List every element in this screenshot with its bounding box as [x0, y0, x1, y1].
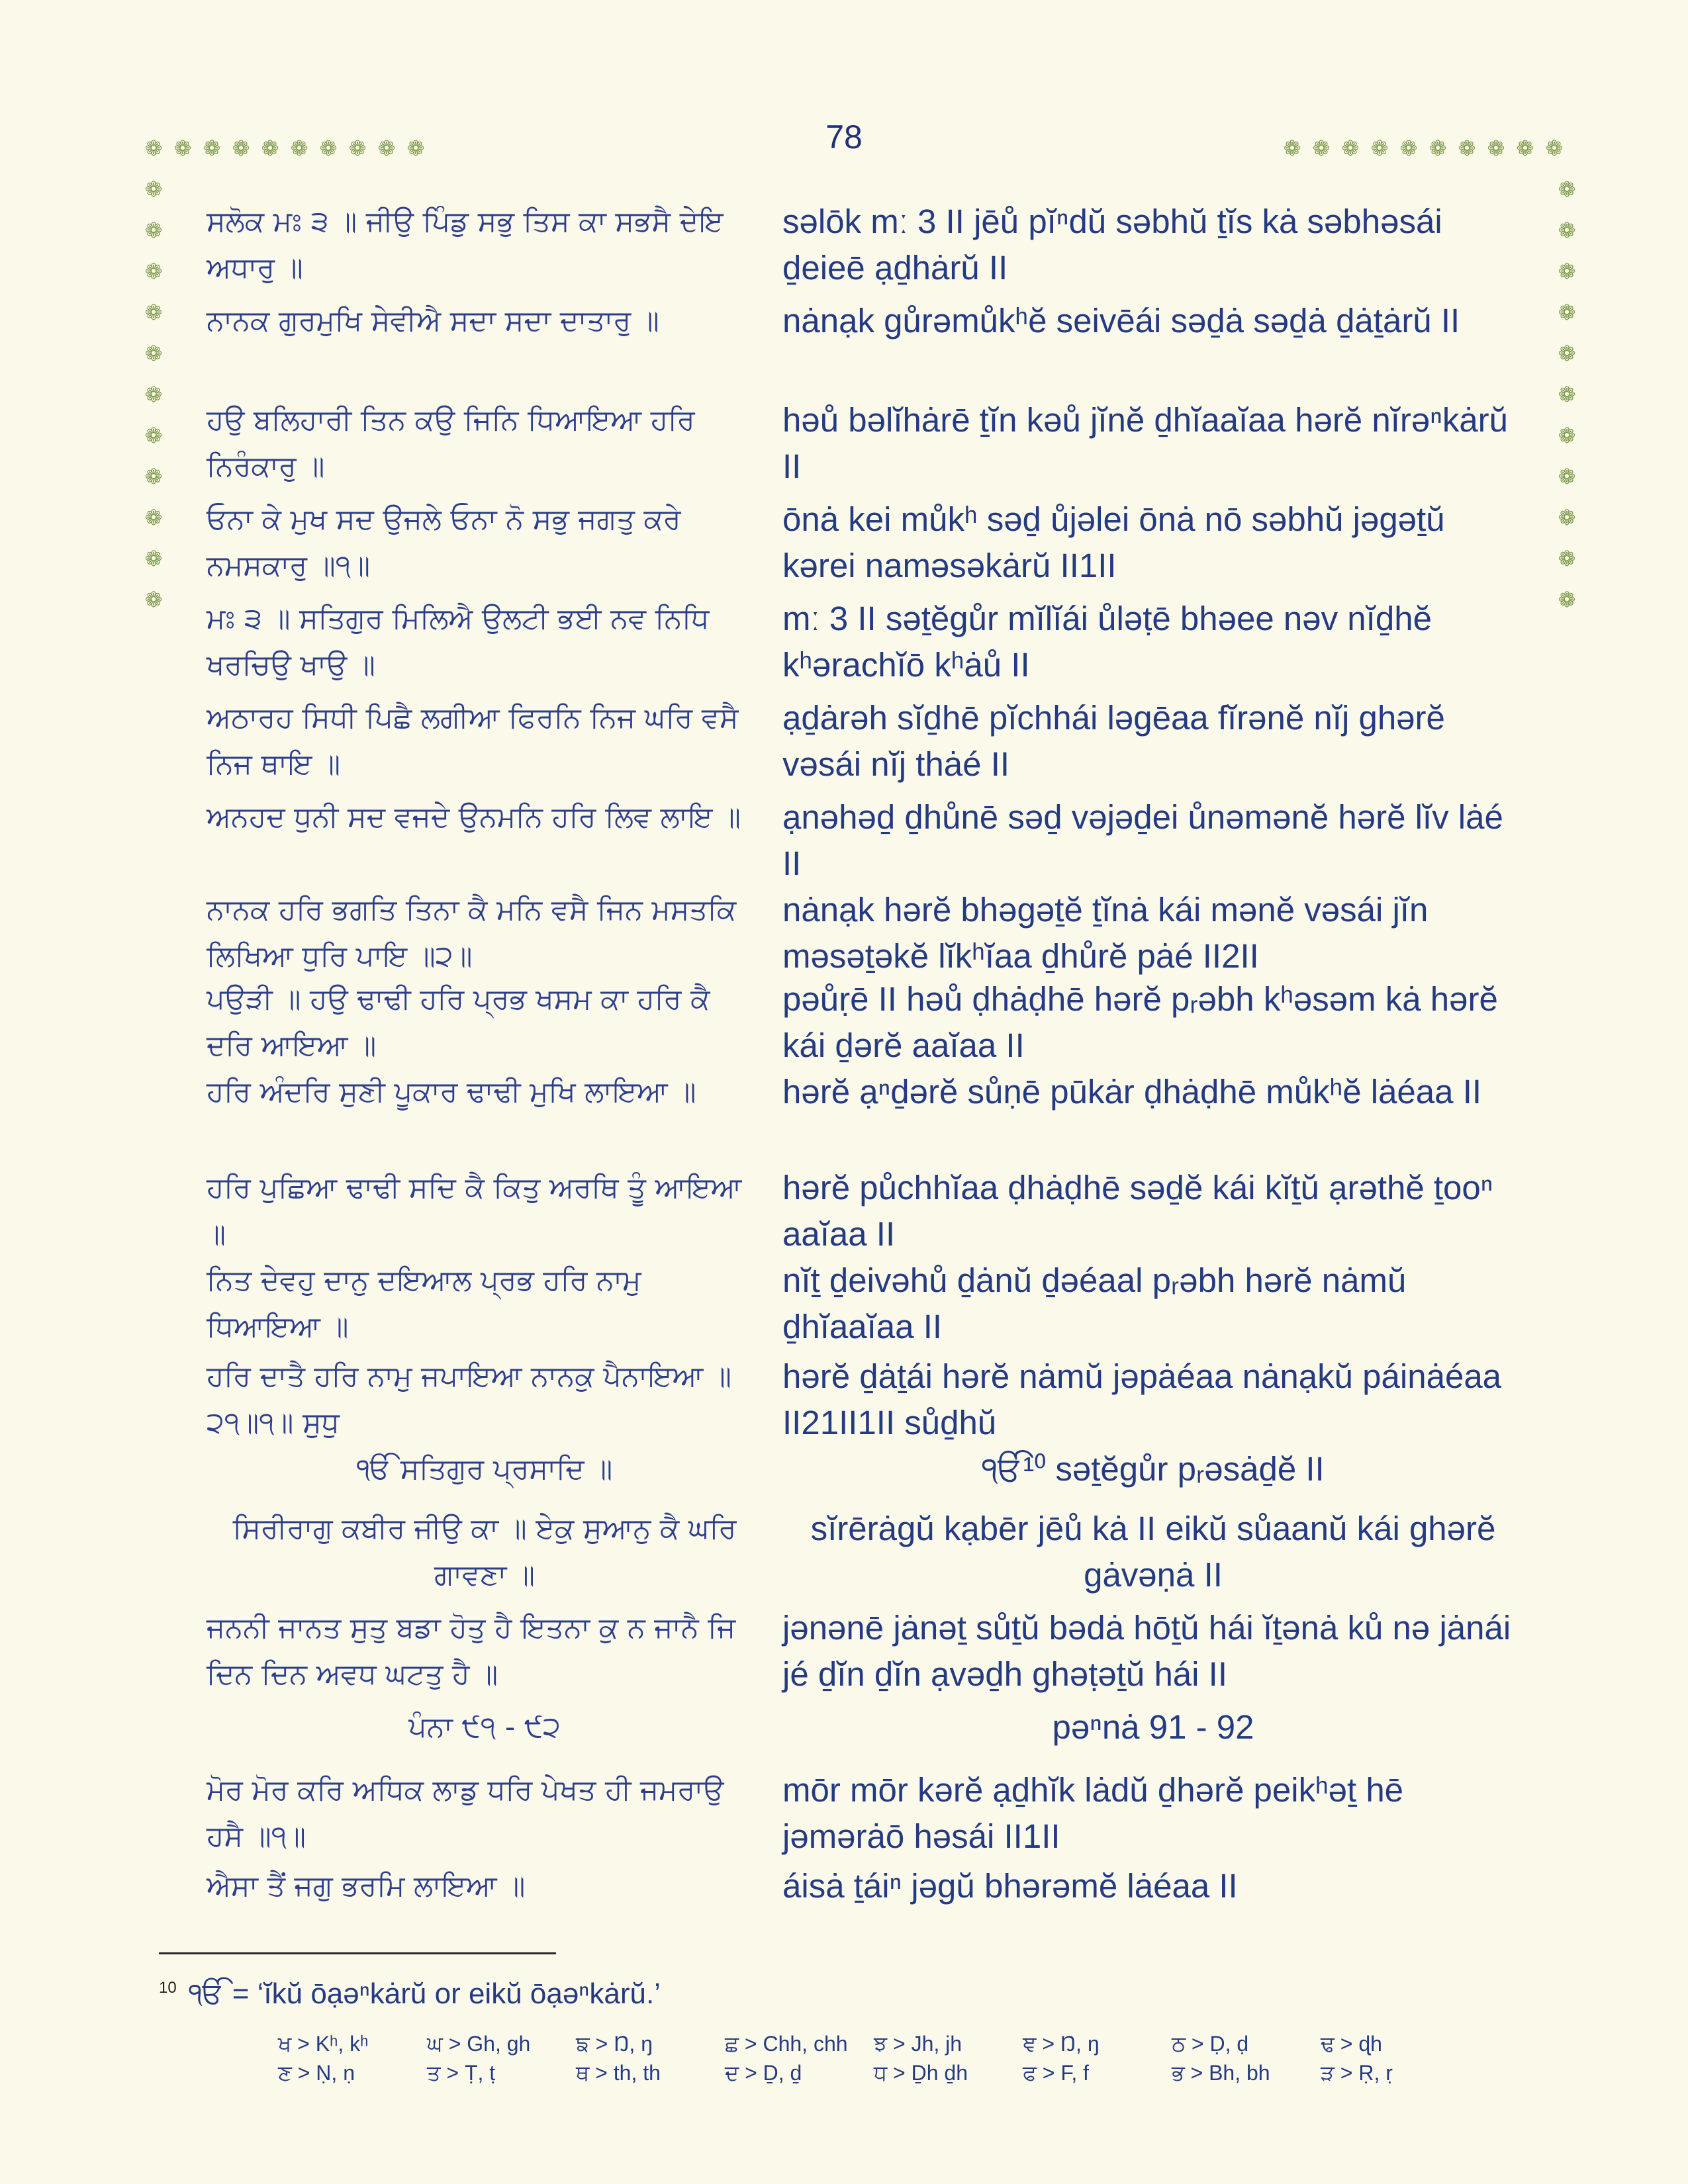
gurmukhi-text: ਓਨਾ ਕੇ ਮੁਖ ਸਦ ਉਜਲੇ ਓਨਾ ਨੋ ਸਭੁ ਜਗਤੁ ਕਰੇ ਨਮਸਕਾਰੁ ॥੧॥ [207, 503, 681, 582]
key-entry: ਝ > Jh, jh [874, 2032, 962, 2056]
gurmukhi-text: ਹਰਿ ਪੁਛਿਆ ਢਾਢੀ ਸਦਿ ਕੈ ਕਿਤੁ ਅਰਥਿ ਤੂੰ ਆਇਆ ॥ [207, 1171, 742, 1251]
flower-ornament-icon: ❁ [348, 136, 367, 161]
transliteration-text: səlōk mː 3 II jēů pĭⁿdŭ səbhŭ ṯĭs kȧ səbhəsái ḏeieē ạḏhȧrŭ II [782, 203, 1442, 287]
flower-ornament-icon: ❁ [290, 136, 308, 161]
transliteration-text: nȧnạk gůrəmůkʰĕ seivēái səḏȧ səḏȧ ḏȧṯȧrŭ II [782, 302, 1460, 340]
flower-ornament-icon: ❁ [144, 423, 163, 448]
key-entry: ਛ > Chh, chh [725, 2032, 848, 2056]
flower-ornament-icon: ❁ [1516, 136, 1534, 161]
transliteration-text: mː 3 II səṯĕgůr mĭlĭái ůləṭē bhəee nəv nĭḏhĕ kʰərachĭō kʰȧů II [782, 600, 1432, 684]
gurmukhi-text: ਨਾਨਕ ਹਰਿ ਭਗਤਿ ਤਿਨਾ ਕੈ ਮਨਿ ਵਸੈ ਜਿਨ ਮਸਤਕਿ ਲਿਖਿਆ ਧੁਰਿ ਪਾਇ ॥੨॥ [207, 893, 737, 973]
flower-ornament-icon: ❁ [203, 136, 221, 161]
gurmukhi-text: ਅਨਹਦ ਧੁਨੀ ਸਦ ਵਜਦੇ ਉਨਮਨਿ ਹਰਿ ਲਿਵ ਲਾਇ ॥ [207, 801, 741, 834]
transliteration-text: áisȧ ṯáiⁿ jəgŭ bhərəmĕ lȧéaa II [782, 1867, 1238, 1905]
gurmukhi-text: ਮੋਰ ਮੋਰ ਕਰਿ ਅਧਿਕ ਲਾਡੁ ਧਰਿ ਪੇਖਤ ਹੀ ਜਮਰਾਉ ਹਸੈ ॥੧॥ [207, 1774, 724, 1853]
gurmukhi-text: ਸਿਰੀਰਾਗੁ ਕਬੀਰ ਜੀਉ ਕਾ ॥ ਏਕੁ ਸੁਆਨੁ ਕੈ ਘਰਿ ਗਾਵਣਾ ॥ [232, 1512, 737, 1592]
flower-ornament-icon: ❁ [1558, 382, 1576, 407]
gurmukhi-text: ਨਿਤ ਦੇਵਹੁ ਦਾਨੁ ਦਇਆਲ ਪ੍ਰਭ ਹਰਿ ਨਾਮੁ ਧਿਆਇਆ ॥ [207, 1264, 641, 1343]
transliteration-text: həů bəlĭhȧrē ṯĭn kəů jĭnĕ ḏhĭaaĭaa hərĕ nĭrəⁿkȧrŭ II [782, 401, 1509, 485]
flower-ornament-icon: ❁ [144, 505, 163, 530]
footnote-divider [159, 1952, 556, 1954]
gurmukhi-text: ਅਠਾਰਹ ਸਿਧੀ ਪਿਛੈ ਲਗੀਆ ਫਿਰਨਿ ਨਿਜ ਘਰਿ ਵਸੈ ਨਿਜ ਥਾਇ ॥ [207, 702, 739, 781]
gurmukhi-text: ਮਃ ੩ ॥ ਸਤਿਗੁਰ ਮਿਲਿਐ ਉਲਟੀ ਭਈ ਨਵ ਨਿਧਿ ਖਰਚਿਉ ਖਾਉ ॥ [207, 602, 710, 682]
gurmukhi-text: ਪਉੜੀ ॥ ਹਉ ਢਾਢੀ ਹਰਿ ਪ੍ਰਭ ਖਸਮ ਕਾ ਹਰਿ ਕੈ ਦਰਿ ਆਇਆ ॥ [207, 983, 710, 1062]
flower-ornament-icon: ❁ [1399, 136, 1418, 161]
flower-ornament-icon: ❁ [1558, 259, 1576, 284]
gurmukhi-text: ਹਰਿ ਦਾਤੈ ਹਰਿ ਨਾਮੁ ਜਪਾਇਆ ਨਾਨਕੁ ਪੈਨਾਇਆ ॥੨੧॥੧॥ ਸੁਧੁ [207, 1360, 731, 1439]
flower-ornament-icon: ❁ [1558, 587, 1576, 612]
gurmukhi-text: ੴ ਸਤਿਗੁਰ ਪ੍ਰਸਾਦਿ ॥ [356, 1453, 613, 1486]
footnote [159, 1978, 1417, 2011]
transliteration-text: mōr mōr kərĕ ạḏhĭk lȧdŭ ḏhərĕ peikʰəṯ hē jəmərȧō həsái II1II [782, 1771, 1404, 1855]
transliteration-text: pəⁿnȧ 91 - 92 [1052, 1708, 1254, 1746]
transliteration-text: ੴ¹⁰ səṯĕgůr pᵣəsȧḏĕ II [982, 1450, 1325, 1488]
flower-ornament-icon: ❁ [144, 587, 163, 612]
gurmukhi-text: ਸਲੋਕ ਮਃ ੩ ॥ ਜੀਉ ਪਿੰਡੁ ਸਭੁ ਤਿਸ ਕਾ ਸਭਸੈ ਦੇਇ ਅਧਾਰੁ ॥ [207, 205, 724, 285]
flower-ornament-icon: ❁ [144, 218, 163, 243]
key-entry: ਘ > Gh, gh [427, 2032, 531, 2056]
gurmukhi-text: ਨਾਨਕ ਗੁਰਮੁਖਿ ਸੇਵੀਐ ਸਦਾ ਸਦਾ ਦਾਤਾਰੁ ॥ [207, 304, 659, 338]
transliteration-text: hərĕ půchhĭaa ḍhȧḍhē səḏĕ kái kĭṯŭ ạrəthĕ ṯooⁿ aaĭaa II [782, 1169, 1493, 1253]
transliteration-key [278, 2032, 1470, 2086]
transliteration-text: nĭṯ ḏeivəhů ḏȧnŭ ḏəéaal pᵣəbh hərĕ nȧmŭ ḏhĭaaĭaa II [782, 1261, 1407, 1345]
flower-ornament-icon: ❁ [173, 136, 192, 161]
key-entry: ਣ > Ṇ, ṇ [278, 2061, 355, 2085]
gurmukhi-text: ਹਰਿ ਅੰਦਰਿ ਸੁਣੀ ਪੂਕਾਰ ਢਾਢੀ ਮੁਖਿ ਲਾਇਆ ॥ [207, 1075, 696, 1109]
key-entry: ਠ > Ḍ, ḍ [1172, 2032, 1249, 2056]
flower-ornament-icon: ❁ [144, 382, 163, 407]
transliteration-text: ōnȧ kei můkʰ səḏ ůjəlei ōnȧ nō səbhŭ jəgəṯŭ kərei naməsəkȧrŭ II1II [782, 500, 1445, 584]
key-entry: ਞ > Ŋ, ŋ [1023, 2032, 1100, 2056]
transliteration-text: sĭrērȧgŭ kạbēr jēů kȧ II eikŭ sůaanŭ kái ghərĕ gȧvəṇȧ II [810, 1510, 1496, 1594]
flower-ornament-icon: ❁ [144, 464, 163, 489]
transliteration-text: jənənē jȧnəṯ sůṯŭ bədȧ hōṯŭ hái ĭṯənȧ ků nə jȧnái jé ḏĭn ḏĭn ạvəḏh ghəṭəṯŭ hái II [782, 1609, 1511, 1693]
flower-ornament-icon: ❁ [1558, 546, 1576, 571]
flower-ornament-icon: ❁ [1558, 300, 1576, 325]
flower-ornament-icon: ❁ [144, 177, 163, 202]
footnote-text: ੴ = ‘ĭkŭ ōạəⁿkȧrŭ or eikŭ ōạəⁿkȧrŭ.’ [188, 1978, 661, 2010]
gurmukhi-text: ਪੰਨਾ ੯੧ - ੯੨ [408, 1711, 561, 1744]
transliteration-text: ạnəhəḏ ḏhůnē səḏ vəjəḏei ůnəmənĕ hərĕ lĭv lȧé II [782, 798, 1503, 882]
flower-ornament-icon: ❁ [1312, 136, 1331, 161]
flower-ornament-icon: ❁ [1558, 505, 1576, 530]
flower-ornament-icon: ❁ [1341, 136, 1360, 161]
flower-ornament-icon: ❁ [406, 136, 425, 161]
flower-ornament-icon: ❁ [1370, 136, 1389, 161]
key-entry: ਤ > Ṭ, ṭ [427, 2061, 496, 2085]
flower-ornament-icon: ❁ [232, 136, 250, 161]
key-entry: ਦ > Ḏ, ḏ [725, 2061, 802, 2085]
key-entry: ਫ > F, f [1023, 2061, 1090, 2085]
flower-ornament-icon: ❁ [144, 341, 163, 366]
flower-ornament-icon: ❁ [144, 300, 163, 325]
flower-ornament-icon: ❁ [1558, 218, 1576, 243]
key-entry: ਭ > Bh, bh [1172, 2061, 1270, 2085]
gurmukhi-text: ਹਉ ਬਲਿਹਾਰੀ ਤਿਨ ਕਉ ਜਿਨਿ ਧਿਆਇਆ ਹਰਿ ਨਿਰੰਕਾਰੁ ॥ [207, 404, 695, 483]
key-entry: ੜ > Ṛ, ṛ [1321, 2061, 1393, 2085]
key-entry: ਙ > Ŋ, ŋ [576, 2032, 653, 2056]
gurmukhi-text: ਐਸਾ ਤੈਂ ਜਗੁ ਭਰਮਿ ਲਾਇਆ ॥ [207, 1870, 526, 1903]
transliteration-text: ạḏȧrəh sĭḏhē pĭchhái ləgēaa fĭrənĕ nĭj ghərĕ vəsái nĭj thȧé II [782, 699, 1445, 783]
transliteration-text: nȧnạk hərĕ bhəgəṯĕ ṯĭnȧ kái mənĕ vəsái jĭn məsəṯəkĕ lĭkʰĭaa ḏhůrĕ pȧé II2II [782, 891, 1429, 975]
flower-ornament-icon: ❁ [261, 136, 279, 161]
key-entry: ਢ > ɖh [1321, 2032, 1382, 2056]
key-entry: ਖ > Kʰ, kʰ [278, 2032, 369, 2056]
flower-ornament-icon: ❁ [1558, 177, 1576, 202]
transliteration-text: hərĕ ḏȧṯái hərĕ nȧmŭ jəpȧéaa nȧnạkŭ páinȧéaa II21II1II sůḏhŭ [782, 1357, 1502, 1441]
flower-ornament-icon: ❁ [1558, 341, 1576, 366]
flower-ornament-icon: ❁ [1545, 136, 1564, 161]
flower-ornament-icon: ❁ [144, 136, 163, 161]
gurmukhi-text: ਜਨਨੀ ਜਾਨਤ ਸੁਤੁ ਬਡਾ ਹੋਤੁ ਹੈ ਇਤਨਾ ਕੁ ਨ ਜਾਨੈ ਜਿ ਦਿਨ ਦਿਨ ਅਵਧ ਘਟਤੁ ਹੈ ॥ [207, 1612, 736, 1691]
flower-ornament-icon: ❁ [1283, 136, 1301, 161]
flower-ornament-icon: ❁ [319, 136, 338, 161]
flower-ornament-icon: ❁ [1558, 464, 1576, 489]
flower-ornament-icon: ❁ [1429, 136, 1447, 161]
flower-ornament-icon: ❁ [1558, 423, 1576, 448]
key-entry: ਧ > Ḏh ḏh [874, 2061, 968, 2085]
transliteration-text: pəůṛē II həů ḍhȧḍhē hərĕ pᵣəbh kʰəsəm kȧ hərĕ kái ḏərĕ aaĭaa II [782, 980, 1498, 1064]
flower-ornament-icon: ❁ [377, 136, 396, 161]
flower-ornament-icon: ❁ [1487, 136, 1505, 161]
page-number: 78 [825, 118, 863, 156]
flower-ornament-icon: ❁ [144, 259, 163, 284]
footnote-number: 10 [159, 1979, 177, 1997]
flower-ornament-icon: ❁ [1458, 136, 1476, 161]
key-entry: ਥ > th, th [576, 2061, 661, 2085]
transliteration-text: hərĕ ạⁿḏərĕ sůṇē pūkȧr ḍhȧḍhē můkʰĕ lȧéaa II [782, 1073, 1482, 1111]
flower-ornament-icon: ❁ [144, 546, 163, 571]
